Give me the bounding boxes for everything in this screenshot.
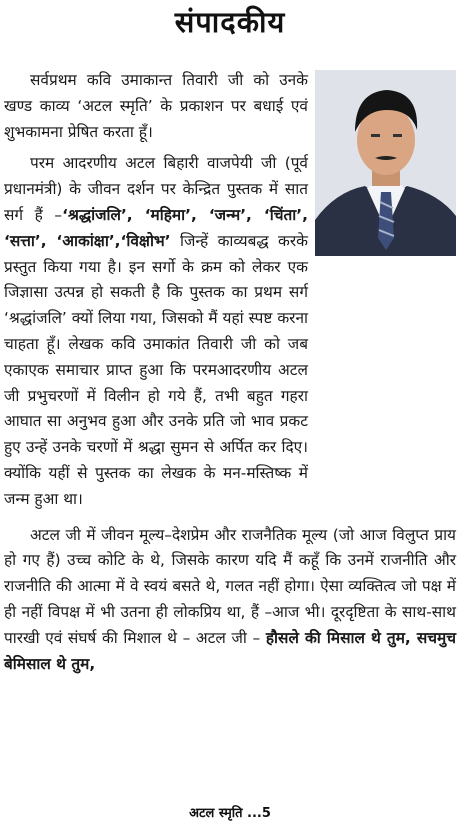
values-text: अटल जी में जीवन मूल्य–देशप्रेम और राजनैतिक मूल्य (जो आज विलुप्त प्राय हो गए हैं) उच्च कोटि के थे, जिसके कारण यदि मैं कहूँ कि उनमें राजनीति और राजनीति की आत्मा में वे स्वयं बसते थे, गलत नहीं होगा। ऐसा व्यक्तित्व जो पक्ष में ही नहीं विपक्ष में भी उतना ही लोकप्रिय था, हैं –आज भी। दूरदृष्टिता के साथ-साथ पारखी एवं संघर्ष की मिशाल थे – अटल जी – [4,525,456,647]
cantos-rest: जिन्हें काव्यबद्ध करके प्रस्तुत किया गया है। इन सर्गो के क्रम को लेकर एक जिज्ञासा उत्पन्न हो सकती है कि पुस्तक का प्रथम सर्ग ‘श्रद्धांजलि’ क्यों लिया गया, जिसको मैं यहां स्पष्ट करना चाहता हूँ। लेखक कवि उमाकांत तिवारी जी को जब एकाएक समाचार प्राप्त हुआ कि परमआदरणीय अटल जी प्रभुचरणों में विलीन हो गये हैं, तभी बहुत गहरा आघात सा अनुभव हुआ और उनके प्रति जो भाव प्रकट हुए उन्हें उनके चरणों में श्रद्धा सुमन से अर्पित कर दिए। क्योंकि यहीं से पुस्तक का लेखक के मन-मस्तिष्क में जन्म हुआ था। [4,231,308,508]
editorial-body [4,68,456,677]
page-footer: अटल स्मृति ...5 [189,806,271,821]
canto-list: ‘श्रद्धांजलि’, ‘महिमा’, ‘जन्म’, ‘चिंता’, ‘सत्ता’, ‘आकांक्षा’,‘विक्षोभ’ [4,205,308,250]
closing-verse: हौसले की मिसाल थे तुम, सचमुच बेमिसाल थे तुम, [4,628,457,673]
paragraph-values [4,523,456,678]
cantos-lead: परम आदरणीय अटल बिहारी वाजपेयी जी (पूर्व प्रधानमंत्री) के जीवन दर्शन पर केन्द्रित पुस्तक में सात सर्ग हैं – [4,154,308,224]
paragraph-intro: सर्वप्रथम कवि उमाकान्त तिवारी जी को उनके खण्ड काव्य ‘अटल स्मृति’ के प्रकाशन पर बधाई एवं शुभकामना प्रेषित करता हूँ। [4,71,308,141]
page-title: संपादकीय [174,5,286,39]
paragraph-cantos [4,151,308,512]
